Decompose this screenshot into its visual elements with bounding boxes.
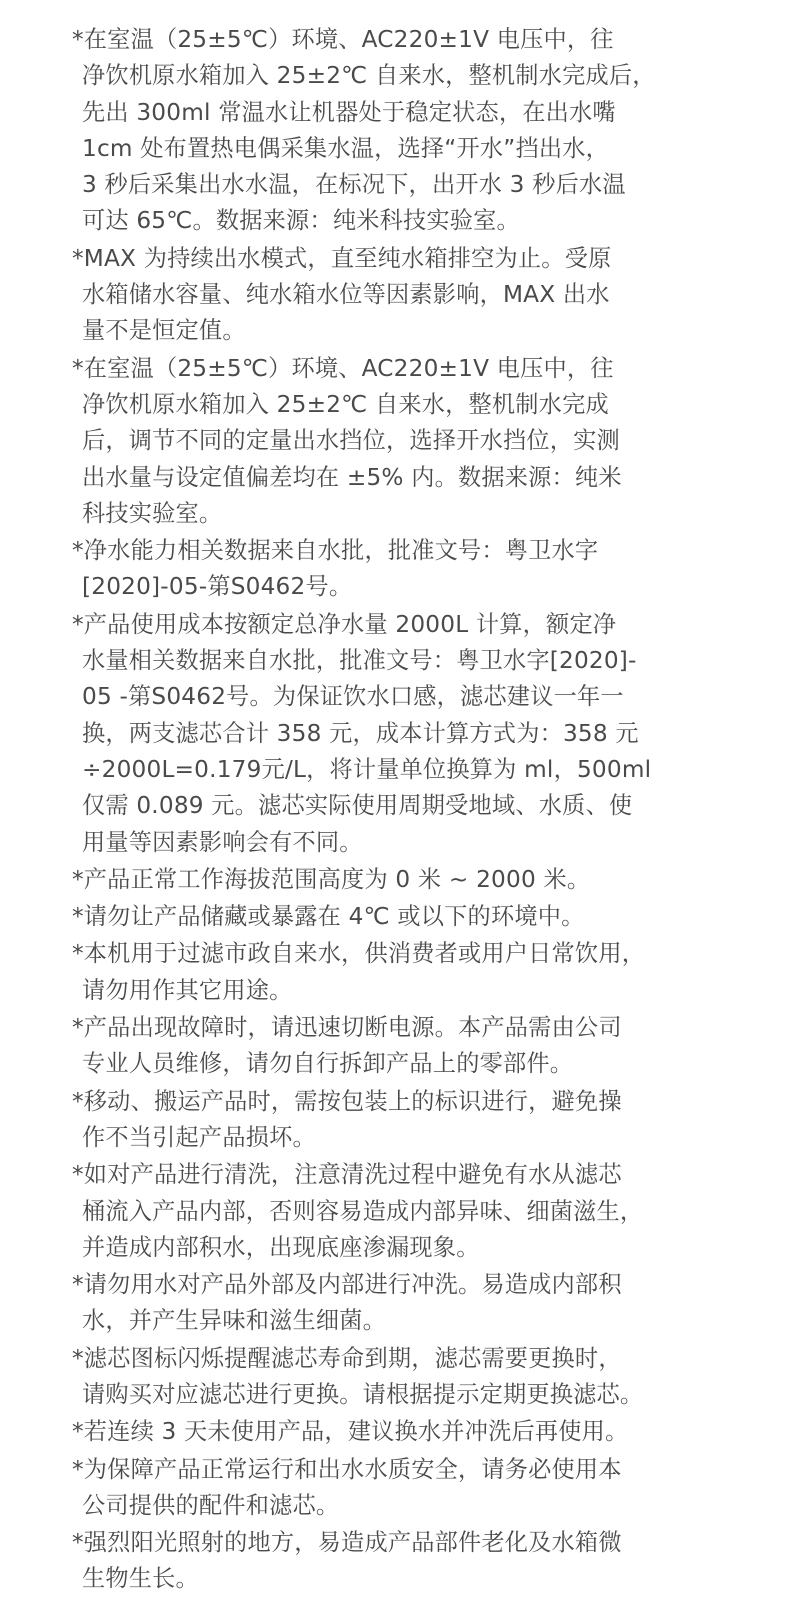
note-item [72,1010,712,1083]
note-line: *产品出现故障时，请迅速切断电源。本产品需由公司 [72,1014,622,1042]
note-line: *移动、搬运产品时，需按包装上的标识进行，避免操 [72,1087,622,1115]
note-line: [2020]-05-第S0462号。 [82,573,353,601]
note-item [72,1452,712,1525]
note-line: 量不是恒定值。 [82,317,246,345]
note-line: 专业人员维修，请勿自行拆卸产品上的零部件。 [82,1050,574,1078]
note-line: 净饮机原水箱加入 25±2℃ 自来水，整机制水完成 [82,390,609,418]
note-line: *产品正常工作海拔范围高度为 0 米 ~ 2000 米。 [72,865,591,893]
note-line: 科技实验室。 [82,499,223,527]
note-line: *若连续 3 天未使用产品，建议换水并冲洗后再使用。 [72,1418,629,1446]
note-line: 生物生长。 [82,1565,199,1593]
note-line: 出水量与设定值偏差均在 ±5% 内。数据来源：纯米 [82,463,622,491]
note-line: 1cm 处布置热电偶采集水温，选择“开水”挡出水， [82,134,610,162]
note-line: 3 秒后采集出水水温，在标况下，出开水 3 秒后水温 [82,171,626,199]
notes-list [72,22,712,1599]
note-line: *在室温（25±5℃）环境、AC220±1V 电压中，往 [72,354,614,382]
note-line: *强烈阳光照射的地方，易造成产品部件老化及水箱微 [72,1529,622,1557]
note-line: *请勿让产品储藏或暴露在 4℃ 或以下的环境中。 [72,903,585,931]
note-line: 可达 65℃。数据来源：纯米科技实验室。 [82,207,520,235]
note-item [72,1267,712,1340]
note-line: *产品使用成本按额定总净水量 2000L 计算，额定净 [72,610,617,638]
note-line: 换，两支滤芯合计 358 元，成本计算方式为：358 元 [82,719,639,747]
note-item [72,1414,712,1450]
note-line: 05 -第S0462号。为保证饮水口感，滤芯建议一年一 [82,683,624,711]
note-line: *如对产品进行清洗，注意清洗过程中避免有水从滤芯 [72,1161,622,1189]
note-line: 先出 300ml 常温水让机器处于稳定状态，在出水嘴 [82,98,616,126]
note-line: 请勿用作其它用途。 [82,976,293,1004]
note-line: 并造成内部积水，出现底座渗漏现象。 [82,1233,480,1261]
note-line: 水量相关数据来自水批，批准文号：粤卫水字[2020]- [82,647,637,675]
note-line: 请购买对应滤芯进行更换。请根据提示定期更换滤芯。 [82,1380,644,1408]
note-line: 水，并产生异味和滋生细菌。 [82,1307,387,1335]
note-item [72,1157,712,1266]
note-line: 净饮机原水箱加入 25±2℃ 自来水，整机制水完成后， [82,62,656,90]
note-line: *净水能力相关数据来自水批，批准文号：粤卫水字 [72,537,599,565]
note-item [72,899,712,935]
note-line: *滤芯图标闪烁提醒滤芯寿命到期，滤芯需要更换时， [72,1344,622,1372]
note-item [72,1525,712,1598]
note-line: 用量等因素影响会有不同。 [82,828,363,856]
note-line: ÷2000L=0.179元/L，将计量单位换算为 ml，500ml [82,755,652,783]
note-line: 桶流入产品内部，否则容易造成内部异味、细菌滋生， [82,1197,644,1225]
note-line: *在室温（25±5℃）环境、AC220±1V 电压中，往 [72,26,614,53]
note-line: *MAX 为持续出水模式，直至纯水箱排空为止。受原 [72,244,612,272]
note-line: 作不当引起产品损坏。 [82,1123,316,1151]
note-line: *请勿用水对产品外部及内部进行冲洗。易造成内部积 [72,1271,622,1299]
note-line: *本机用于过滤市政自来水，供消费者或用户日常饮用， [72,940,646,968]
note-item [72,862,712,898]
note-line: *为保障产品正常运行和出水水质安全，请务必使用本 [72,1455,622,1483]
note-item [72,241,712,350]
note-line: 水箱储水容量、纯水箱水位等因素影响，MAX 出水 [82,281,610,309]
note-item [72,1341,712,1414]
note-item [72,607,712,861]
note-line: 公司提供的配件和滤芯。 [82,1491,340,1519]
note-item [72,533,712,606]
note-line: 仅需 0.089 元。滤芯实际使用周期受地域、水质、使 [82,792,633,820]
note-item [72,936,712,1009]
note-item [72,351,712,532]
note-line: 后，调节不同的定量出水挡位，选择开水挡位，实测 [82,427,620,455]
note-item [72,1084,712,1157]
note-item [72,22,712,240]
